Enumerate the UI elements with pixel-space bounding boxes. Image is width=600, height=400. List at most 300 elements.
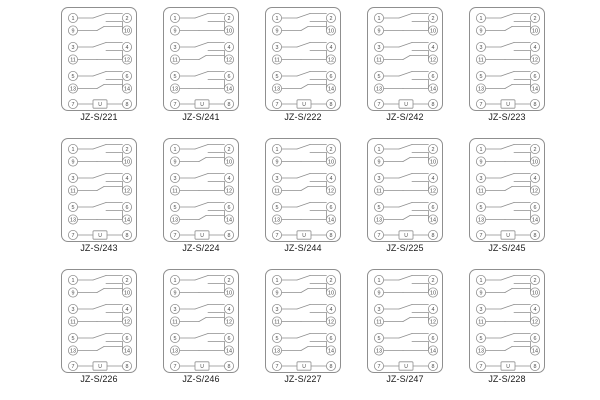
- contact-blade-lower: [97, 347, 104, 351]
- diagram-cell: [456, 135, 558, 266]
- diagram-caption: JZ-S/241: [182, 112, 220, 122]
- pin-8: [122, 361, 131, 370]
- pin-5: [170, 71, 179, 80]
- contact-blade-lower: [505, 27, 512, 31]
- contact-blade: [93, 203, 106, 208]
- contact-blade: [297, 174, 310, 179]
- svg-text:3: 3: [479, 306, 483, 313]
- pin-6: [326, 71, 335, 80]
- svg-text:10: 10: [532, 290, 538, 297]
- pin-4: [428, 42, 437, 51]
- svg-text:13: 13: [376, 348, 382, 355]
- coil-label: U: [98, 101, 102, 108]
- pin-6: [530, 71, 539, 80]
- diagram-cell: [456, 266, 558, 397]
- pin-3: [476, 42, 485, 51]
- svg-text:1: 1: [71, 15, 75, 22]
- contact-blade: [297, 276, 310, 281]
- svg-text:2: 2: [329, 15, 333, 22]
- svg-text:4: 4: [533, 175, 537, 182]
- svg-text:11: 11: [478, 57, 484, 64]
- pin-1: [68, 144, 77, 153]
- pin-8: [530, 99, 539, 108]
- svg-text:6: 6: [533, 204, 537, 211]
- svg-text:12: 12: [124, 188, 130, 195]
- coil-label: U: [404, 363, 408, 370]
- pin-10: [122, 288, 131, 297]
- pin-2: [428, 144, 437, 153]
- pin-6: [224, 71, 233, 80]
- svg-text:12: 12: [430, 188, 436, 195]
- svg-text:7: 7: [377, 232, 381, 239]
- contact-blade-lower: [199, 158, 206, 162]
- svg-text:11: 11: [172, 319, 178, 326]
- pin-8: [326, 361, 335, 370]
- pin-14: [530, 84, 539, 93]
- contact-blade: [501, 276, 514, 281]
- pin-14: [428, 215, 437, 224]
- pin-10: [530, 157, 539, 166]
- contact-schematic: [164, 270, 240, 374]
- diagram-caption: JZ-S/246: [182, 374, 220, 384]
- contact-blade-lower: [403, 216, 410, 220]
- contact-blade: [195, 276, 208, 281]
- pin-9: [374, 288, 383, 297]
- diagram-cell: [354, 135, 456, 266]
- pin-11: [374, 55, 383, 64]
- svg-text:11: 11: [376, 188, 382, 195]
- svg-text:13: 13: [70, 86, 76, 93]
- contact-blade: [93, 174, 106, 179]
- pin-1: [272, 13, 281, 22]
- contact-blade: [399, 203, 412, 208]
- svg-text:10: 10: [532, 159, 538, 166]
- pin-8: [122, 230, 131, 239]
- svg-text:2: 2: [329, 277, 333, 284]
- pin-10: [428, 157, 437, 166]
- pin-1: [476, 13, 485, 22]
- pin-2: [530, 144, 539, 153]
- svg-text:11: 11: [70, 57, 76, 64]
- svg-text:11: 11: [274, 188, 280, 195]
- pin-2: [122, 13, 131, 22]
- contact-blade-lower: [403, 158, 410, 162]
- pin-6: [122, 202, 131, 211]
- contact-blade-lower: [403, 318, 410, 322]
- svg-text:8: 8: [431, 232, 435, 239]
- svg-text:6: 6: [533, 73, 537, 80]
- coil-label: U: [200, 101, 204, 108]
- pin-7: [272, 361, 281, 370]
- svg-text:9: 9: [71, 159, 75, 166]
- pin-7: [476, 99, 485, 108]
- pin-3: [272, 173, 281, 182]
- svg-text:4: 4: [227, 306, 231, 313]
- svg-text:14: 14: [532, 86, 538, 93]
- pin-7: [476, 230, 485, 239]
- pin-4: [122, 304, 131, 313]
- svg-text:11: 11: [376, 319, 382, 326]
- pin-10: [326, 26, 335, 35]
- svg-text:10: 10: [124, 290, 130, 297]
- svg-text:11: 11: [478, 188, 484, 195]
- svg-text:10: 10: [328, 159, 334, 166]
- diagram-caption: JZ-S/225: [386, 243, 424, 253]
- svg-text:12: 12: [328, 188, 334, 195]
- svg-text:5: 5: [377, 335, 381, 342]
- diagram-caption: JZ-S/228: [488, 374, 526, 384]
- pin-4: [428, 304, 437, 313]
- diagram-cell: [150, 4, 252, 135]
- svg-text:5: 5: [479, 73, 483, 80]
- svg-text:7: 7: [173, 101, 177, 108]
- pin-4: [326, 173, 335, 182]
- relay-outline: [61, 269, 137, 373]
- svg-text:10: 10: [328, 290, 334, 297]
- svg-text:2: 2: [431, 277, 435, 284]
- pin-10: [224, 157, 233, 166]
- pin-2: [122, 275, 131, 284]
- pin-12: [530, 55, 539, 64]
- contact-schematic: [470, 8, 546, 112]
- contact-blade-lower: [301, 289, 308, 293]
- pin-3: [272, 42, 281, 51]
- pin-2: [224, 13, 233, 22]
- pin-3: [272, 304, 281, 313]
- pin-3: [170, 304, 179, 313]
- contact-blade: [195, 305, 208, 310]
- contact-schematic: [368, 8, 444, 112]
- svg-text:2: 2: [227, 15, 231, 22]
- pin-5: [374, 71, 383, 80]
- svg-text:1: 1: [377, 146, 381, 153]
- svg-text:4: 4: [125, 175, 129, 182]
- svg-text:6: 6: [431, 73, 435, 80]
- pin-8: [428, 230, 437, 239]
- contact-blade-lower: [97, 27, 104, 31]
- contact-blade: [93, 72, 106, 77]
- svg-text:11: 11: [274, 57, 280, 64]
- svg-text:7: 7: [377, 363, 381, 370]
- svg-text:11: 11: [478, 319, 484, 326]
- svg-text:3: 3: [71, 44, 75, 51]
- svg-text:13: 13: [274, 348, 280, 355]
- svg-text:5: 5: [479, 335, 483, 342]
- relay-outline: [469, 269, 545, 373]
- contact-blade: [93, 276, 106, 281]
- pin-14: [428, 346, 437, 355]
- pin-6: [224, 202, 233, 211]
- pin-7: [170, 361, 179, 370]
- pin-8: [122, 99, 131, 108]
- contact-blade-lower: [97, 85, 104, 89]
- svg-text:12: 12: [124, 319, 130, 326]
- svg-text:7: 7: [275, 232, 279, 239]
- pin-13: [374, 84, 383, 93]
- contact-blade: [297, 203, 310, 208]
- pin-1: [170, 13, 179, 22]
- pin-14: [326, 84, 335, 93]
- relay-outline: [61, 7, 137, 111]
- diagram-cell: [252, 135, 354, 266]
- relay-outline: [265, 269, 341, 373]
- pin-11: [476, 186, 485, 195]
- pin-4: [326, 42, 335, 51]
- pin-13: [272, 215, 281, 224]
- svg-text:3: 3: [71, 306, 75, 313]
- diagram-cell: [150, 266, 252, 397]
- pin-11: [374, 186, 383, 195]
- pin-12: [428, 186, 437, 195]
- svg-text:1: 1: [71, 146, 75, 153]
- coil-label: U: [302, 232, 306, 239]
- svg-text:12: 12: [226, 319, 232, 326]
- svg-text:13: 13: [274, 217, 280, 224]
- pin-5: [476, 333, 485, 342]
- contact-blade-lower: [301, 347, 308, 351]
- pin-14: [530, 346, 539, 355]
- pin-2: [326, 13, 335, 22]
- pin-4: [428, 173, 437, 182]
- pin-10: [428, 26, 437, 35]
- svg-text:4: 4: [227, 44, 231, 51]
- contact-blade: [501, 43, 514, 48]
- diagram-caption: JZ-S/243: [80, 243, 118, 253]
- pin-3: [374, 173, 383, 182]
- svg-text:11: 11: [376, 57, 382, 64]
- svg-text:1: 1: [377, 15, 381, 22]
- pin-8: [224, 361, 233, 370]
- pin-13: [68, 346, 77, 355]
- svg-text:14: 14: [430, 217, 436, 224]
- diagram-cell: [48, 135, 150, 266]
- contact-blade-lower: [505, 187, 512, 191]
- diagram-caption: JZ-S/226: [80, 374, 118, 384]
- contact-schematic: [368, 139, 444, 243]
- pin-14: [224, 84, 233, 93]
- svg-text:9: 9: [275, 159, 279, 166]
- svg-text:2: 2: [329, 146, 333, 153]
- pin-11: [170, 55, 179, 64]
- contact-blade-lower: [199, 216, 206, 220]
- svg-text:6: 6: [329, 204, 333, 211]
- pin-8: [326, 230, 335, 239]
- svg-text:4: 4: [431, 306, 435, 313]
- pin-9: [374, 157, 383, 166]
- pin-4: [224, 304, 233, 313]
- svg-text:9: 9: [377, 290, 381, 297]
- pin-1: [374, 13, 383, 22]
- svg-text:3: 3: [71, 175, 75, 182]
- svg-text:14: 14: [328, 348, 334, 355]
- diagram-cell: [354, 4, 456, 135]
- svg-text:3: 3: [479, 44, 483, 51]
- contact-blade: [93, 14, 106, 19]
- contact-schematic: [62, 270, 138, 374]
- contact-blade: [501, 72, 514, 77]
- pin-3: [170, 42, 179, 51]
- pin-12: [428, 55, 437, 64]
- pin-9: [68, 288, 77, 297]
- pin-12: [326, 317, 335, 326]
- svg-text:1: 1: [275, 15, 279, 22]
- contact-blade: [93, 305, 106, 310]
- svg-text:9: 9: [275, 290, 279, 297]
- pin-10: [530, 288, 539, 297]
- pin-12: [530, 186, 539, 195]
- pin-12: [326, 55, 335, 64]
- contact-blade: [297, 145, 310, 150]
- contact-blade: [501, 203, 514, 208]
- svg-text:13: 13: [478, 348, 484, 355]
- pin-9: [476, 26, 485, 35]
- svg-text:2: 2: [227, 146, 231, 153]
- svg-text:6: 6: [227, 73, 231, 80]
- pin-2: [326, 275, 335, 284]
- pin-2: [224, 275, 233, 284]
- diagram-cell: [252, 266, 354, 397]
- coil-label: U: [200, 232, 204, 239]
- pin-13: [374, 215, 383, 224]
- pin-6: [428, 202, 437, 211]
- svg-text:3: 3: [479, 175, 483, 182]
- pin-9: [272, 26, 281, 35]
- svg-text:1: 1: [479, 277, 483, 284]
- pin-9: [170, 157, 179, 166]
- pin-12: [428, 317, 437, 326]
- pin-9: [272, 157, 281, 166]
- svg-text:14: 14: [124, 348, 130, 355]
- pin-2: [326, 144, 335, 153]
- diagram-caption: JZ-S/245: [488, 243, 526, 253]
- relay-outline: [163, 269, 239, 373]
- pin-7: [374, 230, 383, 239]
- contact-blade: [93, 145, 106, 150]
- relay-outline: [163, 138, 239, 242]
- svg-text:4: 4: [227, 175, 231, 182]
- contact-blade: [399, 72, 412, 77]
- pin-4: [122, 42, 131, 51]
- pin-14: [530, 215, 539, 224]
- diagram-cell: [252, 4, 354, 135]
- svg-text:4: 4: [533, 306, 537, 313]
- coil-label: U: [98, 363, 102, 370]
- pin-6: [326, 333, 335, 342]
- pin-13: [476, 84, 485, 93]
- pin-11: [476, 55, 485, 64]
- svg-text:9: 9: [173, 159, 177, 166]
- pin-10: [224, 288, 233, 297]
- pin-7: [170, 99, 179, 108]
- pin-10: [428, 288, 437, 297]
- pin-5: [170, 333, 179, 342]
- pin-13: [476, 215, 485, 224]
- svg-text:10: 10: [328, 28, 334, 35]
- pin-13: [272, 346, 281, 355]
- contact-blade: [297, 14, 310, 19]
- pin-6: [122, 71, 131, 80]
- pin-7: [170, 230, 179, 239]
- pin-11: [68, 186, 77, 195]
- contact-schematic: [266, 8, 342, 112]
- diagram-cell: [354, 266, 456, 397]
- svg-text:7: 7: [479, 363, 483, 370]
- contact-blade: [399, 174, 412, 179]
- diagram-cell: [48, 266, 150, 397]
- pin-13: [170, 84, 179, 93]
- svg-text:4: 4: [329, 175, 333, 182]
- svg-text:6: 6: [431, 335, 435, 342]
- svg-text:2: 2: [533, 146, 537, 153]
- pin-14: [122, 84, 131, 93]
- svg-text:10: 10: [124, 159, 130, 166]
- svg-text:5: 5: [275, 335, 279, 342]
- pin-12: [122, 186, 131, 195]
- pin-4: [530, 304, 539, 313]
- pin-5: [476, 202, 485, 211]
- diagram-caption: JZ-S/242: [386, 112, 424, 122]
- pin-1: [68, 13, 77, 22]
- pin-9: [170, 288, 179, 297]
- svg-text:9: 9: [479, 28, 483, 35]
- pin-12: [224, 317, 233, 326]
- contact-schematic: [266, 139, 342, 243]
- diagram-caption: JZ-S/227: [284, 374, 322, 384]
- pin-14: [428, 84, 437, 93]
- svg-text:8: 8: [125, 101, 129, 108]
- contact-blade: [297, 72, 310, 77]
- pin-10: [122, 26, 131, 35]
- pin-6: [224, 333, 233, 342]
- svg-text:7: 7: [479, 232, 483, 239]
- pin-14: [326, 215, 335, 224]
- svg-text:2: 2: [431, 146, 435, 153]
- contact-blade: [195, 174, 208, 179]
- diagram-caption: JZ-S/247: [386, 374, 424, 384]
- pin-12: [122, 55, 131, 64]
- pin-3: [170, 173, 179, 182]
- pin-2: [224, 144, 233, 153]
- svg-text:7: 7: [173, 363, 177, 370]
- contact-blade: [399, 43, 412, 48]
- svg-text:8: 8: [431, 101, 435, 108]
- svg-text:10: 10: [430, 159, 436, 166]
- relay-outline: [163, 7, 239, 111]
- pin-7: [272, 99, 281, 108]
- pin-7: [374, 361, 383, 370]
- pin-11: [476, 317, 485, 326]
- svg-text:5: 5: [275, 73, 279, 80]
- svg-text:12: 12: [124, 57, 130, 64]
- svg-text:11: 11: [70, 188, 76, 195]
- pin-8: [530, 361, 539, 370]
- svg-text:9: 9: [479, 159, 483, 166]
- svg-text:10: 10: [226, 290, 232, 297]
- svg-text:10: 10: [124, 28, 130, 35]
- svg-text:14: 14: [430, 348, 436, 355]
- pin-6: [530, 202, 539, 211]
- contact-schematic: [470, 139, 546, 243]
- relay-outline: [265, 138, 341, 242]
- contact-blade-lower: [505, 347, 512, 351]
- svg-text:4: 4: [125, 306, 129, 313]
- pin-4: [326, 304, 335, 313]
- pin-13: [68, 215, 77, 224]
- svg-text:7: 7: [479, 101, 483, 108]
- svg-text:10: 10: [226, 28, 232, 35]
- svg-text:11: 11: [70, 319, 76, 326]
- contact-blade: [399, 334, 412, 339]
